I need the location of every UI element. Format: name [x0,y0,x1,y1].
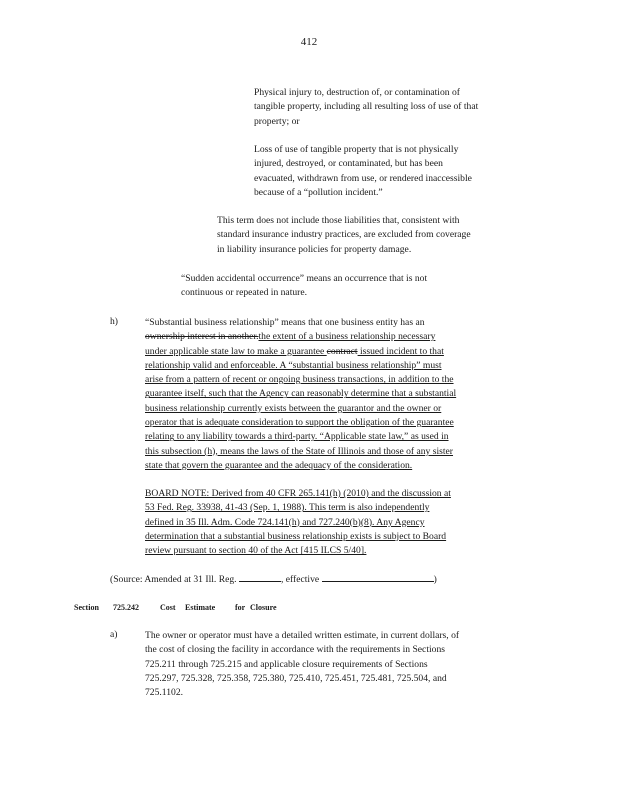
text-line: relationship valid and enforceable. A “substantial business relationship” must [145,359,442,371]
text-line [145,330,456,344]
subsection-a-label: a) [110,629,118,640]
subsection-a-body [145,629,459,700]
subsection-h-label: h) [110,316,118,327]
text-line: guarantee itself, such that the Agency can reasonably determine that a substantial [145,388,457,400]
text-line: 53 Fed. Reg. 33938, 41-43 (Sep. 1, 1988). This term is also independently [145,502,430,514]
text-line: evacuated, withdrawn from use, or rendered inaccessible [254,172,472,184]
text-line: Loss of use of tangible property that is not physically [254,144,459,155]
text-line: this subsection (h), means the laws of the State of Illinois and those of any sister [145,445,454,457]
text-line: determination that a substantial business relationship exists is subject to Board [145,530,447,542]
source-effective-label: , effective [280,574,320,585]
text-line: 725.297, 725.328, 725.358, 725.380, 725.410, 725.451, 725.481, 725.504, and [145,672,447,684]
subsection-h-body [145,316,456,473]
section-number: 725.242 [113,603,139,612]
section-title-word: for [235,603,246,612]
text-line: 725.211 through 725.215 and applicable closure requirements of Sections [145,658,428,670]
text-line: The owner or operator must have a detailed written estimate, in current dollars, of [145,630,460,641]
damage-item-physical-injury [254,86,478,129]
struck-text: contract [326,345,358,357]
text-line: This term does not include those liabilities that, consistent with [217,215,460,226]
text-line [145,345,456,359]
text-line: state that govern the guarantee and the adequacy of the consideration. [145,459,413,471]
struck-text: ownership interest in another. [145,331,259,343]
source-line [110,572,437,587]
damage-item-loss-of-use [254,143,472,200]
source-prefix: (Source: Amended at 31 Ill. Reg. [110,574,237,585]
text-line: arise from a pattern of recent or ongoing business transactions, in addition to the [145,374,454,386]
text-line: because of a “pollution incident.” [254,186,383,198]
text-line: “Substantial business relationship” means that one business entity has an [145,317,425,328]
section-word: Section [74,603,99,612]
text-line: the cost of closing the facility in accordance with the requirements in Sections [145,644,445,656]
text-line: business relationship currently exists between the guarantor and the owner or [145,402,442,414]
board-note [145,487,451,558]
page-number: 412 [300,36,318,48]
inserted-text: issued incident to that [357,345,444,357]
inserted-text: under applicable state law to make a guarantee [145,345,327,357]
section-title-word: Estimate [185,603,216,612]
text-line: continuous or repeated in nature. [181,287,308,299]
text-line: Physical injury to, destruction of, or contamination of [254,87,460,98]
section-title-word: Closure [250,603,277,612]
text-line: review pursuant to section 40 of the Act [415 ILCS 5/40]. [145,545,367,557]
text-line: injured, destroyed, or contaminated, but has been [254,158,443,170]
text-line: defined in 35 Ill. Adm. Code 724.141(h) and 727.240(b)(8). Any Agency [145,516,425,528]
text-line: “Sudden accidental occurrence” means an occurrence that is not [181,273,428,284]
register-page-blank [239,572,281,582]
text-line: in liability insurance policies for property damage. [217,243,412,255]
section-title-word: Cost [160,603,176,612]
text-line: 725.1102. [145,687,184,699]
exclusion-paragraph [217,214,471,257]
text-line: standard insurance industry practices, are excluded from coverage [217,229,471,241]
text-line: tangible property, including all resulting loss of use of that [254,101,479,113]
text-line: BOARD NOTE: Derived from 40 CFR 265.141(h) (2010) and the discussion at [145,488,451,499]
text-line: operator that is adequate consideration to support the obligation of the guarantee [145,417,454,429]
text-line: relating to any liability towards a third-party. “Applicable state law,” as used in [145,431,449,443]
source-suffix: ) [433,574,437,585]
effective-date-blank [322,572,434,582]
inserted-text: the extent of a business relationship necessary [258,331,436,343]
text-line: property; or [254,115,300,127]
sudden-occurrence-definition [181,272,427,301]
